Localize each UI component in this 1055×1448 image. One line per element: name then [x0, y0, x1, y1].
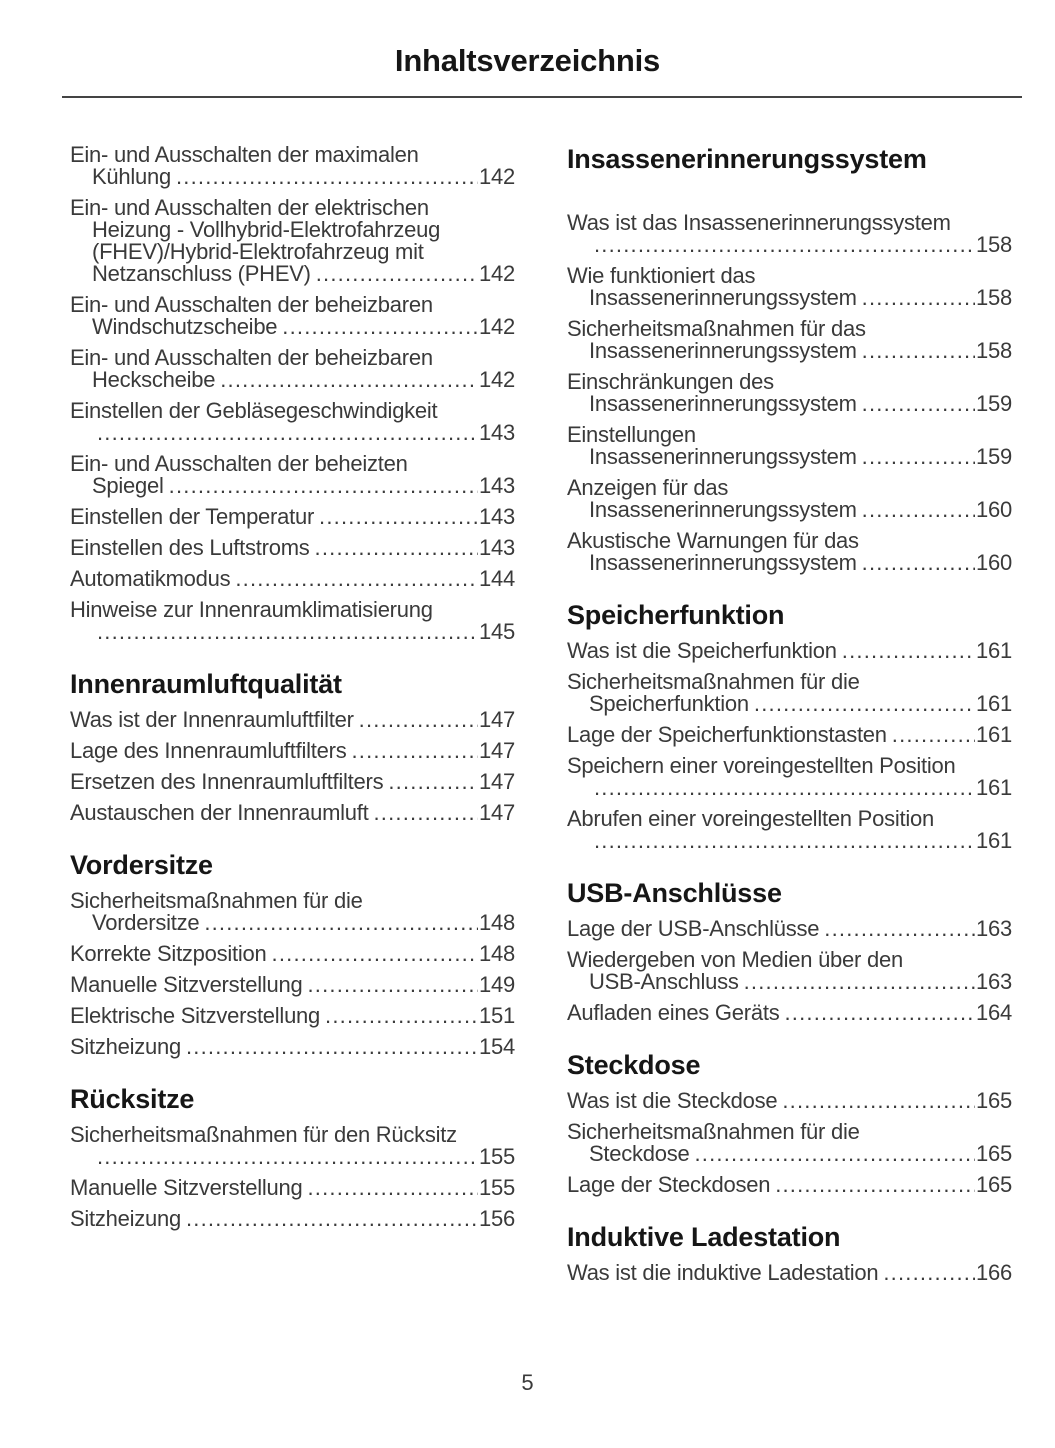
- toc-entry-text: Insassenerinnerungssystem: [589, 338, 857, 363]
- section-heading: Innenraumluftqualität: [70, 669, 342, 699]
- toc-entry-lastline: [70, 537, 515, 559]
- toc-entry-text: Lage der Speicherfunktionstasten: [567, 722, 887, 747]
- dot-leader: [186, 1208, 478, 1230]
- toc-entry-line: Abrufen einer voreingestellten Position: [567, 806, 934, 831]
- toc-entry-text: Aufladen eines Geräts: [567, 1000, 780, 1025]
- entry-page-number: 158: [976, 232, 1012, 257]
- entry-page-number: 149: [479, 972, 515, 997]
- toc-block: [567, 600, 1012, 852]
- dot-leader: [204, 912, 478, 934]
- dot-leader: [169, 475, 478, 497]
- toc-entry: [567, 640, 1012, 662]
- toc-entry: [567, 1002, 1012, 1024]
- dot-leader: [319, 506, 478, 528]
- entry-page-number: 160: [976, 497, 1012, 522]
- toc-entry: [567, 1262, 1012, 1284]
- toc-entry: [70, 1124, 515, 1168]
- toc-entry-text: Einstellen des Luftstroms: [70, 535, 310, 560]
- toc-entry-lastline: [70, 506, 515, 528]
- toc-entry-text: Was ist die induktive Ladestation: [567, 1260, 879, 1285]
- entry-page-number: 148: [479, 941, 515, 966]
- entry-page-number: 143: [479, 535, 515, 560]
- toc-entry: [70, 1208, 515, 1230]
- toc-entry-text: Speicherfunktion: [589, 691, 749, 716]
- toc-entry-lastline: [70, 422, 515, 444]
- toc-entry-line: Ein- und Ausschalten der beheizten: [70, 451, 408, 476]
- entry-page-number: 154: [479, 1034, 515, 1059]
- toc-entry-line: Sicherheitsmaßnahmen für die: [567, 1119, 860, 1144]
- entry-page-number: 163: [976, 969, 1012, 994]
- dot-leader: [374, 802, 479, 824]
- toc-block: [70, 669, 515, 824]
- toc-column-left: [70, 144, 515, 1293]
- toc-entry-line: Einschränkungen des: [567, 369, 774, 394]
- toc-entry-text: Ersetzen des Innenraumluftfilters: [70, 769, 384, 794]
- dot-leader: [359, 709, 478, 731]
- toc-block: [567, 878, 1012, 1024]
- toc-entry: [70, 771, 515, 793]
- toc-entry-text: Manuelle Sitzverstellung: [70, 972, 303, 997]
- toc-entry-lastline: [567, 499, 1012, 521]
- toc-entry-text: Austauschen der Innenraumluft: [70, 800, 369, 825]
- dot-leader: [97, 422, 478, 444]
- entry-page-number: 165: [976, 1172, 1012, 1197]
- toc-entry-lastline: [70, 568, 515, 590]
- dot-leader: [307, 974, 478, 996]
- toc-block: [70, 144, 515, 643]
- toc-entry: [70, 294, 515, 338]
- section-heading: Speicherfunktion: [567, 600, 785, 630]
- toc-entry-lastline: [567, 1262, 1012, 1284]
- toc-entry-text: Lage des Innenraumluftfilters: [70, 738, 347, 763]
- toc-entry-text: Steckdose: [589, 1141, 690, 1166]
- dot-leader: [775, 1174, 975, 1196]
- toc-block: [70, 850, 515, 1058]
- toc-entry: [567, 671, 1012, 715]
- toc-entry: [70, 1036, 515, 1058]
- toc-entry-line: Was ist das Insassenerinnerungssystem: [567, 210, 951, 235]
- dot-leader: [388, 771, 478, 793]
- dot-leader: [883, 1262, 975, 1284]
- toc-entry-lastline: [70, 943, 515, 965]
- toc-entry-lastline: [567, 446, 1012, 468]
- toc-entry-lastline: [70, 1036, 515, 1058]
- toc-entry-lastline: [70, 709, 515, 731]
- toc-entry-line: Sicherheitsmaßnahmen für das: [567, 316, 866, 341]
- dot-leader: [316, 263, 478, 285]
- toc-entry: [70, 709, 515, 731]
- toc-entry: [70, 144, 515, 188]
- toc-entry-lastline: [70, 802, 515, 824]
- toc-entry: [567, 318, 1012, 362]
- toc-entry-lastline: [567, 234, 1012, 256]
- toc-entry: [567, 530, 1012, 574]
- dot-leader: [744, 971, 975, 993]
- toc-entry-lastline: [567, 287, 1012, 309]
- toc-entry: [567, 212, 1012, 256]
- dot-leader: [892, 724, 975, 746]
- toc-entry: [567, 265, 1012, 309]
- entry-page-number: 144: [479, 566, 515, 591]
- toc-entry-line: Sicherheitsmaßnahmen für die: [70, 888, 363, 913]
- section-heading: Induktive Ladestation: [567, 1222, 841, 1252]
- dot-leader: [862, 393, 975, 415]
- toc-entry-lastline: [567, 777, 1012, 799]
- toc-entry-text: Was ist die Steckdose: [567, 1088, 778, 1113]
- toc-entry-line: Wie funktioniert das: [567, 263, 756, 288]
- toc-entry: [70, 802, 515, 824]
- dot-leader: [186, 1036, 478, 1058]
- entry-page-number: 158: [976, 338, 1012, 363]
- toc-entry-line: (FHEV)/Hybrid-Elektrofahrzeug mit: [92, 239, 424, 264]
- toc-entry: [567, 424, 1012, 468]
- toc-entry-text: Was ist die Speicherfunktion: [567, 638, 837, 663]
- toc-entry: [70, 347, 515, 391]
- dot-leader: [824, 918, 975, 940]
- toc-entry-lastline: [567, 693, 1012, 715]
- toc-entry-text: Lage der USB-Anschlüsse: [567, 916, 820, 941]
- toc-entry: [567, 755, 1012, 799]
- entry-page-number: 165: [976, 1141, 1012, 1166]
- section-heading: Insassenerinnerungssystem: [567, 144, 927, 174]
- section-heading: Vordersitze: [70, 850, 213, 880]
- dot-leader: [694, 1143, 975, 1165]
- toc-entry-lastline: [567, 340, 1012, 362]
- toc-entry-lastline: [70, 475, 515, 497]
- toc-entry-text: Sitzheizung: [70, 1034, 181, 1059]
- entry-page-number: 155: [479, 1144, 515, 1169]
- entry-page-number: 165: [976, 1088, 1012, 1113]
- toc-entry-lastline: [567, 1090, 1012, 1112]
- toc-entry-lastline: [567, 640, 1012, 662]
- toc-entry-lastline: [70, 1177, 515, 1199]
- dot-leader: [351, 740, 478, 762]
- dot-leader: [862, 499, 975, 521]
- dot-leader: [842, 640, 975, 662]
- page-title: Inhaltsverzeichnis: [394, 43, 661, 78]
- toc-entry-lastline: [567, 971, 1012, 993]
- toc-entry-text: Sitzheizung: [70, 1206, 181, 1231]
- toc-entry-text: Automatikmodus: [70, 566, 231, 591]
- dot-leader: [315, 537, 479, 559]
- toc-entry: [567, 949, 1012, 993]
- entry-page-number: 151: [479, 1003, 515, 1028]
- toc-entry-line: Speichern einer voreingestellten Position: [567, 753, 956, 778]
- toc-entry: [70, 400, 515, 444]
- dot-leader: [862, 552, 975, 574]
- toc-entry-line: Einstellungen: [567, 422, 696, 447]
- toc-entry-text: Manuelle Sitzverstellung: [70, 1175, 303, 1200]
- entry-page-number: 160: [976, 550, 1012, 575]
- toc-entry: [567, 477, 1012, 521]
- entry-page-number: 143: [479, 420, 515, 445]
- toc-entry-text: Insassenerinnerungssystem: [589, 550, 857, 575]
- toc-entry-text: Korrekte Sitzposition: [70, 941, 267, 966]
- entry-page-number: 158: [976, 285, 1012, 310]
- toc-entry-text: Heckscheibe: [92, 367, 216, 392]
- dot-leader: [784, 1002, 975, 1024]
- entry-page-number: 148: [479, 910, 515, 935]
- dot-leader: [176, 166, 478, 188]
- toc-entry-lastline: [70, 369, 515, 391]
- toc-entry-line: Sicherheitsmaßnahmen für den Rücksitz: [70, 1122, 457, 1147]
- entry-page-number: 147: [479, 738, 515, 763]
- entry-page-number: 156: [479, 1206, 515, 1231]
- dot-leader: [862, 287, 975, 309]
- toc-entry-line: Wiedergeben von Medien über den: [567, 947, 903, 972]
- toc-entry-lastline: [70, 1005, 515, 1027]
- toc-column-right: [567, 144, 1012, 1293]
- toc-entry: [70, 1005, 515, 1027]
- entry-page-number: 142: [479, 367, 515, 392]
- toc-entry-lastline: [70, 740, 515, 762]
- toc-entry-lastline: [567, 393, 1012, 415]
- toc-entry-lastline: [567, 918, 1012, 940]
- entry-page-number: 155: [479, 1175, 515, 1200]
- dot-leader: [594, 234, 975, 256]
- toc-entry: [70, 568, 515, 590]
- entry-page-number: 142: [479, 314, 515, 339]
- toc-entry-text: Vordersitze: [92, 910, 200, 935]
- dot-leader: [594, 777, 975, 799]
- toc-entry-line: Ein- und Ausschalten der elektrischen: [70, 195, 429, 220]
- toc-entry-lastline: [567, 1002, 1012, 1024]
- toc-entry-line: Einstellen der Gebläsegeschwindigkeit: [70, 398, 438, 423]
- toc-entry-text: Einstellen der Temperatur: [70, 504, 315, 529]
- toc-entry: [567, 371, 1012, 415]
- entry-page-number: 145: [479, 619, 515, 644]
- toc-entry: [70, 1177, 515, 1199]
- toc-entry-text: Spiegel: [92, 473, 164, 498]
- dot-leader: [97, 1146, 478, 1168]
- toc-entry-line: Ein- und Ausschalten der beheizbaren: [70, 345, 433, 370]
- toc-block: [567, 1222, 1012, 1284]
- entry-page-number: 142: [479, 261, 515, 286]
- toc-entry: [70, 740, 515, 762]
- toc-entry-text: Elektrische Sitzverstellung: [70, 1003, 321, 1028]
- toc-entry-lastline: [567, 830, 1012, 852]
- section-heading: Steckdose: [567, 1050, 701, 1080]
- dot-leader: [220, 369, 478, 391]
- entry-page-number: 147: [479, 769, 515, 794]
- toc-entry-lastline: [70, 974, 515, 996]
- toc-entry-lastline: [70, 912, 515, 934]
- entry-page-number: 161: [976, 775, 1012, 800]
- dot-leader: [862, 446, 975, 468]
- toc-entry: [70, 506, 515, 528]
- toc-entry-lastline: [567, 1143, 1012, 1165]
- toc-entry-line: Hinweise zur Innenraumklimatisierung: [70, 597, 433, 622]
- entry-page-number: 159: [976, 391, 1012, 416]
- toc-entry-lastline: [70, 316, 515, 338]
- page-number: 5: [521, 1370, 534, 1395]
- toc-entry-lastline: [70, 166, 515, 188]
- toc-entry-lastline: [70, 621, 515, 643]
- toc-entry-lastline: [70, 1208, 515, 1230]
- toc-entry-text: Insassenerinnerungssystem: [589, 391, 857, 416]
- entry-page-number: 143: [479, 504, 515, 529]
- toc-block: [567, 144, 1012, 574]
- entry-page-number: 161: [976, 828, 1012, 853]
- dot-leader: [862, 340, 975, 362]
- toc-entry-text: Windschutzscheibe: [92, 314, 278, 339]
- toc-entry-text: Insassenerinnerungssystem: [589, 444, 857, 469]
- toc-entry: [70, 974, 515, 996]
- toc-entry-lastline: [70, 771, 515, 793]
- toc-entry: [70, 453, 515, 497]
- entry-page-number: 161: [976, 638, 1012, 663]
- entry-page-number: 164: [976, 1000, 1012, 1025]
- toc-entry-text: Netzanschluss (PHEV): [92, 261, 311, 286]
- dot-leader: [97, 621, 478, 643]
- toc-entry-text: Was ist der Innenraumluftfilter: [70, 707, 354, 732]
- entry-page-number: 161: [976, 691, 1012, 716]
- toc-entry: [567, 1090, 1012, 1112]
- toc-entry: [70, 890, 515, 934]
- toc-entry-text: Lage der Steckdosen: [567, 1172, 771, 1197]
- section-heading: Rücksitze: [70, 1084, 195, 1114]
- entry-page-number: 142: [479, 164, 515, 189]
- dot-leader: [754, 693, 975, 715]
- toc-entry-line: Akustische Warnungen für das: [567, 528, 859, 553]
- toc-entry-line: Heizung - Vollhybrid-Elektrofahrzeug: [92, 217, 441, 242]
- entry-page-number: 147: [479, 800, 515, 825]
- toc-entry: [567, 1121, 1012, 1165]
- toc-entry-line: Anzeigen für das: [567, 475, 729, 500]
- toc-entry-line: Ein- und Ausschalten der maximalen: [70, 142, 419, 167]
- dot-leader: [272, 943, 479, 965]
- entry-page-number: 147: [479, 707, 515, 732]
- toc-entry: [567, 724, 1012, 746]
- dot-leader: [235, 568, 478, 590]
- toc-entry-lastline: [567, 552, 1012, 574]
- toc-entry: [70, 197, 515, 285]
- toc-block: [567, 1050, 1012, 1196]
- toc-entry-text: Kühlung: [92, 164, 171, 189]
- entry-page-number: 163: [976, 916, 1012, 941]
- section-heading: USB-Anschlüsse: [567, 878, 782, 908]
- toc-entry: [567, 1174, 1012, 1196]
- toc-entry: [70, 537, 515, 559]
- dot-leader: [782, 1090, 975, 1112]
- toc-columns: [0, 98, 1055, 1293]
- toc-entry-text: Insassenerinnerungssystem: [589, 285, 857, 310]
- toc-entry-text: USB-Anschluss: [589, 969, 739, 994]
- toc-entry-lastline: [567, 724, 1012, 746]
- toc-entry: [70, 943, 515, 965]
- dot-leader: [282, 316, 478, 338]
- toc-entry: [567, 808, 1012, 852]
- entry-page-number: 161: [976, 722, 1012, 747]
- toc-block: [70, 1084, 515, 1230]
- entry-page-number: 166: [976, 1260, 1012, 1285]
- toc-entry-lastline: [567, 1174, 1012, 1196]
- entry-page-number: 143: [479, 473, 515, 498]
- toc-entry-lastline: [70, 263, 515, 285]
- entry-page-number: 159: [976, 444, 1012, 469]
- toc-entry: [567, 918, 1012, 940]
- toc-entry-line: Ein- und Ausschalten der beheizbaren: [70, 292, 433, 317]
- toc-entry-line: Sicherheitsmaßnahmen für die: [567, 669, 860, 694]
- dot-leader: [594, 830, 975, 852]
- toc-entry-text: Insassenerinnerungssystem: [589, 497, 857, 522]
- toc-entry-lastline: [70, 1146, 515, 1168]
- dot-leader: [307, 1177, 478, 1199]
- dot-leader: [325, 1005, 478, 1027]
- toc-entry: [70, 599, 515, 643]
